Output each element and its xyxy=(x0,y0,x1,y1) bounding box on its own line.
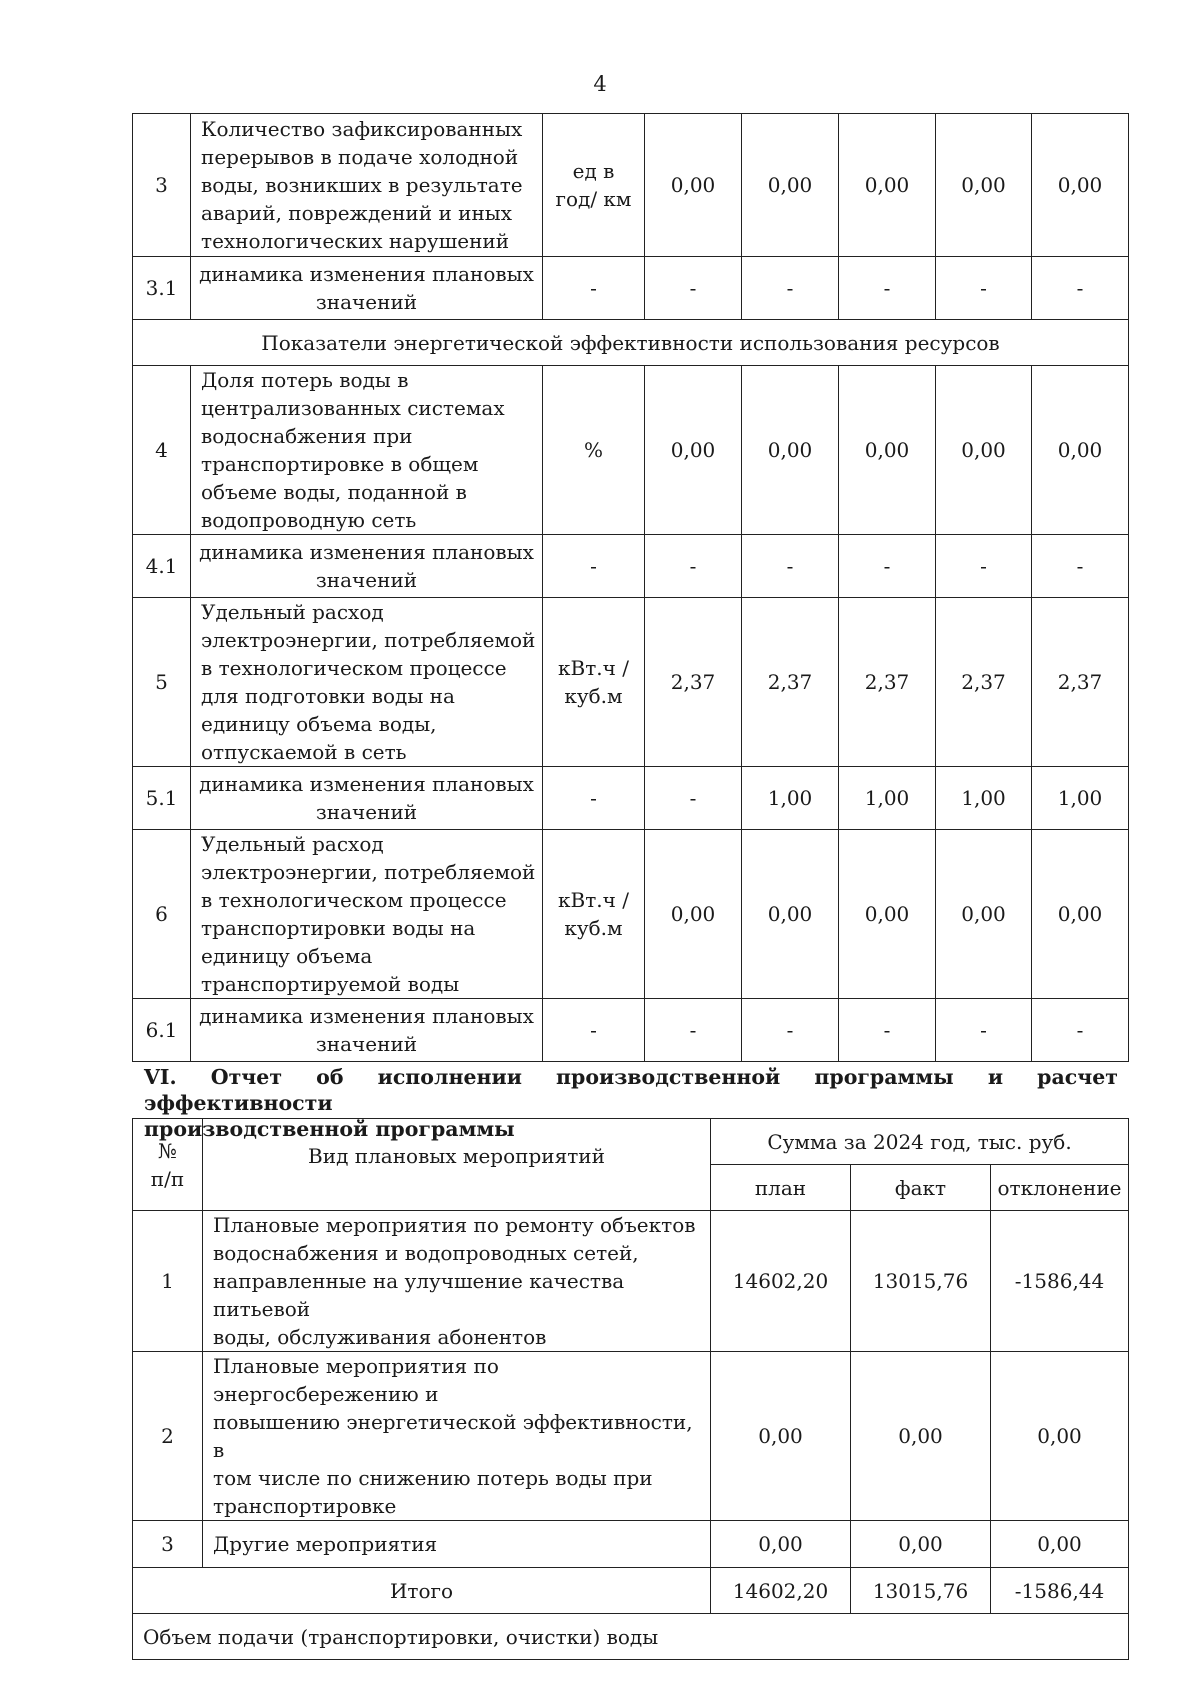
value-cell: 0,00 xyxy=(645,366,742,535)
table-row xyxy=(133,1352,1129,1521)
row-number: 4 xyxy=(133,366,191,535)
value-cell: 0,00 xyxy=(742,114,839,257)
total-fact: 13015,76 xyxy=(851,1568,991,1614)
header-num: № п/п xyxy=(133,1119,203,1211)
table-row xyxy=(133,1211,1129,1352)
value-cell: 0,00 xyxy=(839,114,936,257)
value-cell: - xyxy=(645,767,742,830)
value-cell: 1,00 xyxy=(1032,767,1129,830)
row-number: 6 xyxy=(133,830,191,999)
value-cell: 0,00 xyxy=(742,366,839,535)
value-cell: 0,00 xyxy=(936,830,1032,999)
deviation-cell: 0,00 xyxy=(991,1352,1129,1521)
value-cell: 0,00 xyxy=(742,830,839,999)
indicator-unit: ед в год/ км xyxy=(543,114,645,257)
plan-cell: 14602,20 xyxy=(711,1211,851,1352)
value-cell: - xyxy=(742,257,839,320)
activity-name: Плановые мероприятия по энергосбережению и повышению энергетической эффективности, в том числе по снижению потерь воды при транспортировке xyxy=(203,1352,711,1521)
value-cell: 1,00 xyxy=(936,767,1032,830)
value-cell: - xyxy=(742,999,839,1062)
activity-name: Плановые мероприятия по ремонту объектов водоснабжения и водопроводных сетей, направленные на улучшение качества питьевой воды, обслуживания абонентов xyxy=(203,1211,711,1352)
indicator-name: динамика изменения плановых значений xyxy=(191,535,543,598)
fact-cell: 13015,76 xyxy=(851,1211,991,1352)
indicator-unit: кВт.ч / куб.м xyxy=(543,830,645,999)
row-number: 1 xyxy=(133,1211,203,1352)
value-cell: 0,00 xyxy=(1032,830,1129,999)
indicator-name: Удельный расход электроэнергии, потребляемой в технологическом процессе для подготовки воды на единицу объема воды, отпускаемой в сеть xyxy=(191,598,543,767)
value-cell: - xyxy=(936,257,1032,320)
total-plan: 14602,20 xyxy=(711,1568,851,1614)
indicator-unit: - xyxy=(543,257,645,320)
value-cell: 2,37 xyxy=(1032,598,1129,767)
value-cell: 2,37 xyxy=(936,598,1032,767)
row-number: 2 xyxy=(133,1352,203,1521)
indicator-name: Удельный расход электроэнергии, потребляемой в технологическом процессе транспортировки воды на единицу объема транспортируемой воды xyxy=(191,830,543,999)
fact-cell: 0,00 xyxy=(851,1521,991,1568)
table-row xyxy=(133,535,1129,598)
row-number: 3 xyxy=(133,1521,203,1568)
water-supply-volume-row: Объем подачи (транспортировки, очистки) воды xyxy=(133,1614,1129,1660)
value-cell: 0,00 xyxy=(839,830,936,999)
header-activity: Вид плановых мероприятий xyxy=(203,1119,711,1211)
table-row xyxy=(133,1614,1129,1660)
activity-name: Другие мероприятия xyxy=(203,1521,711,1568)
report-table xyxy=(132,1118,1129,1660)
energy-section-title: Показатели энергетической эффективности использования ресурсов xyxy=(133,320,1129,366)
page-number: 4 xyxy=(593,72,607,96)
header-deviation: отклонение xyxy=(991,1165,1129,1211)
header-fact: факт xyxy=(851,1165,991,1211)
indicator-unit: - xyxy=(543,535,645,598)
value-cell: 2,37 xyxy=(742,598,839,767)
value-cell: - xyxy=(1032,535,1129,598)
value-cell: - xyxy=(645,257,742,320)
table-row xyxy=(133,1521,1129,1568)
value-cell: 2,37 xyxy=(645,598,742,767)
header-sum-title: Сумма за 2024 год, тыс. руб. xyxy=(711,1119,1129,1165)
value-cell: 0,00 xyxy=(936,114,1032,257)
value-cell: 0,00 xyxy=(645,830,742,999)
table-row xyxy=(133,257,1129,320)
plan-cell: 0,00 xyxy=(711,1521,851,1568)
table-row xyxy=(133,598,1129,767)
indicator-unit: % xyxy=(543,366,645,535)
value-cell: - xyxy=(742,535,839,598)
table-row xyxy=(133,366,1129,535)
table-row xyxy=(133,830,1129,999)
value-cell: 0,00 xyxy=(839,366,936,535)
indicator-name: Количество зафиксированных перерывов в подаче холодной воды, возникших в результате аварий, повреждений и иных технологических нарушений xyxy=(191,114,543,257)
value-cell: - xyxy=(645,535,742,598)
total-label: Итого xyxy=(133,1568,711,1614)
value-cell: - xyxy=(1032,999,1129,1062)
value-cell: 0,00 xyxy=(1032,366,1129,535)
indicator-unit: - xyxy=(543,999,645,1062)
value-cell: 0,00 xyxy=(1032,114,1129,257)
row-number: 5.1 xyxy=(133,767,191,830)
table-header-row xyxy=(133,1119,1129,1165)
table-row xyxy=(133,320,1129,366)
table-row xyxy=(133,999,1129,1062)
plan-cell: 0,00 xyxy=(711,1352,851,1521)
value-cell: 1,00 xyxy=(742,767,839,830)
table-row xyxy=(133,767,1129,830)
header-plan: план xyxy=(711,1165,851,1211)
deviation-cell: 0,00 xyxy=(991,1521,1129,1568)
indicator-name: динамика изменения плановых значений xyxy=(191,999,543,1062)
indicator-unit: - xyxy=(543,767,645,830)
table-row xyxy=(133,114,1129,257)
total-deviation: -1586,44 xyxy=(991,1568,1129,1614)
value-cell: - xyxy=(839,999,936,1062)
indicator-name: динамика изменения плановых значений xyxy=(191,257,543,320)
value-cell: 0,00 xyxy=(645,114,742,257)
deviation-cell: -1586,44 xyxy=(991,1211,1129,1352)
indicator-name: Доля потерь воды в централизованных системах водоснабжения при транспортировке в общем объеме воды, поданной в водопроводную сеть xyxy=(191,366,543,535)
value-cell: - xyxy=(839,535,936,598)
indicator-name: динамика изменения плановых значений xyxy=(191,767,543,830)
indicator-unit: кВт.ч / куб.м xyxy=(543,598,645,767)
value-cell: - xyxy=(936,535,1032,598)
row-number: 4.1 xyxy=(133,535,191,598)
row-number: 6.1 xyxy=(133,999,191,1062)
value-cell: - xyxy=(1032,257,1129,320)
fact-cell: 0,00 xyxy=(851,1352,991,1521)
row-number: 3.1 xyxy=(133,257,191,320)
value-cell: 1,00 xyxy=(839,767,936,830)
total-row xyxy=(133,1568,1129,1614)
value-cell: - xyxy=(936,999,1032,1062)
value-cell: 2,37 xyxy=(839,598,936,767)
row-number: 3 xyxy=(133,114,191,257)
indicators-table xyxy=(132,113,1129,1062)
value-cell: - xyxy=(645,999,742,1062)
row-number: 5 xyxy=(133,598,191,767)
value-cell: 0,00 xyxy=(936,366,1032,535)
section-heading: VI. Отчет об исполнении производственной программы и расчет эффективности производственной программы xyxy=(144,1065,1118,1141)
value-cell: - xyxy=(839,257,936,320)
